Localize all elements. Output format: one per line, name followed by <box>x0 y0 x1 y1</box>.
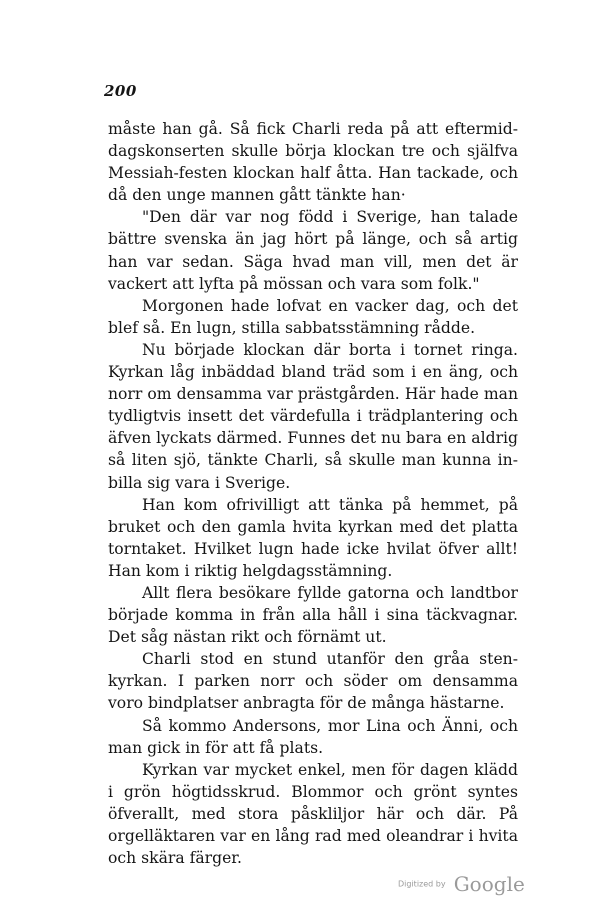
text-line: han var sedan. Säga hvad man vill, men det är <box>108 252 518 271</box>
text-line: Messiah-festen klockan half åtta. Han tackade, och <box>108 164 518 183</box>
text-line: Kyrkan låg inbäddad bland träd som i en äng, och <box>108 363 518 382</box>
text-line: och skära färger. <box>108 849 243 868</box>
text-line: Kyrkan var mycket enkel, men för dagen klädd <box>142 760 518 779</box>
text-line: då den unge mannen gått tänkte han· <box>108 186 406 205</box>
body-text <box>108 118 518 869</box>
watermark-prefix: Digitized by <box>398 879 446 889</box>
text-line: Morgonen hade lofvat en vacker dag, och det <box>142 296 518 315</box>
text-line: torntaket. Hvilket lugn hade icke hvilat öfver allt! <box>108 539 518 558</box>
digitized-by-google-watermark <box>398 872 525 896</box>
text-line: Han kom ofrivilligt att tänka på hemmet, på <box>142 495 518 514</box>
text-line: Han kom i riktig helgdagsstämning. <box>108 561 393 580</box>
text-line: Så kommo Andersons, mor Lina och Änni, och <box>142 716 518 735</box>
text-line: så liten sjö, tänkte Charli, så skulle man kunna in- <box>108 451 518 470</box>
text-line: norr om densamma var prästgården. Här hade man <box>108 385 518 404</box>
text-line: öfverallt, med stora påskliljor här och där. På <box>108 804 518 823</box>
text-line: tydligtvis insett det värdefulla i trädplantering och <box>108 407 518 426</box>
text-line: blef så. En lugn, stilla sabbatsstämning rådde. <box>108 318 476 337</box>
text-line: måste han gå. Så fick Charli reda på att eftermid- <box>108 120 518 138</box>
text-line: man gick in för att få plats. <box>108 738 324 757</box>
text-line: Charli stod en stund utanför den gråa sten- <box>142 650 518 669</box>
page-number: 200 <box>104 82 137 100</box>
text-line: orgelläktaren var en lång rad med oleandrar i hvita <box>108 827 518 845</box>
text-line: i grön högtidsskrud. Blommor och grönt syntes <box>108 782 518 801</box>
watermark-brand: Google <box>453 872 525 896</box>
text-line: började komma in från alla håll i sina täckvagnar. <box>108 606 518 625</box>
text-line: vackert att lyfta på mössan och vara som folk." <box>108 274 480 293</box>
text-line: Allt flera besökare fyllde gatorna och landtbor <box>142 583 518 602</box>
text-line: äfven lyckats därmed. Funnes det nu bara en aldrig <box>108 429 518 448</box>
text-line: dagskonserten skulle börja klockan tre och själfva <box>108 142 518 161</box>
text-line: "Den där var nog född i Sverige, han talade <box>142 208 518 227</box>
text-line: billa sig vara i Sverige. <box>108 473 291 492</box>
text-line: bruket och den gamla hvita kyrkan med det platta <box>108 517 518 536</box>
text-line: bättre svenska än jag hört på länge, och så artig <box>108 230 518 249</box>
text-line: kyrkan. I parken norr och söder om densamma <box>108 672 518 691</box>
text-line: Det såg nästan rikt och förnämt ut. <box>108 628 387 647</box>
text-line: Nu började klockan där borta i tornet ringa. <box>142 340 518 359</box>
text-line: voro bindplatser anbragta för de många hästarne. <box>108 694 505 713</box>
